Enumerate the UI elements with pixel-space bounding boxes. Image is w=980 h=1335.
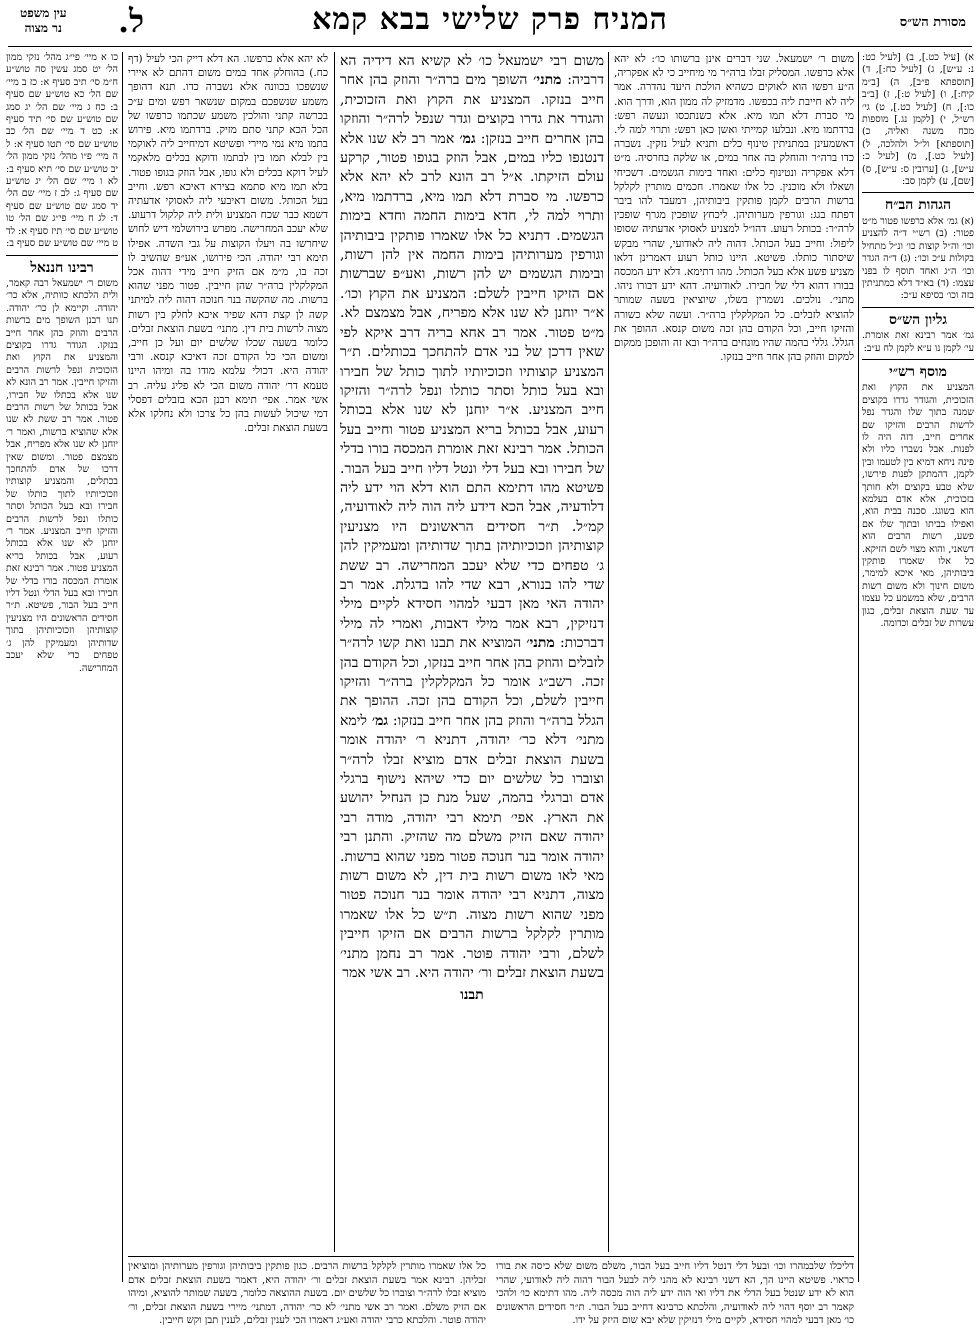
rashi-text: משום ר׳ ישמעאל. שני דברים אינן ברשותו כו׳: לא יהא אלא כרפשו. המסליק זבלו ברה״ר מי מיחייב כי לא אפקריה, ה״ע רפשו הוא לאוקים כשהיא הולכת היעד נהדרה. אמר ליה לא חייבת ליה בכפשו. מדמזיק לה ממון הוא, ודרך הוא. מי סברת דלא תמו מיא. אלא כשנתכסו ונעשה רפש: ברדתמו מיא. ונבלעו קמייתי ואשן כאן רפש: ותרוי למה לי. דאשמעינן במתניתין טינוף כלים ותניא לעיל נזקין. נשברה כדו ברה״ר והוחלק בה אחר במים, או שלקה בחרסיה. מ״ט דלא אפקריה ונטינוף כלים: ואחד בימות הגשמים. דשכיחי ושאלו ולא מוכנין. כל אלו שאמרו. חכמים מותרין לקלקל ברשות הרבים לקמן פותקין ביבותיהן, דמעבד להו ביבר דפתח בגג: וגורפין מערותיהן. ליכחץ שופכין מגרף שופכין לרה״ר: בכותל רעוע. דהו״ל למצניע לאסוקי אדעתיה שסופו ליפול: וחייב בעל הכותל. דהוה ליה לאודועי, שהרי מבקש שיסתור כותלו. פשיטא. היינו כותל רעוע דאמרינן דלאו מצניע פשע אלא בעל הכותל. מהו דתימא. דלא ידע המכסה בבורו דהוא דלי של חבירו. לאודועיה. דהא ידע דבורו ניהו. מתני׳. נולכים. נשמרין בשלו, שיוציאין בשעה שמותר להוציא לזבלים. כל המקלקלין ברה״ר. ועשה שלא כשורה והזיקו חייב, וכל הקודם בהן זכה משום קנסא. ההופך את הגלל. גללי בהמה שהיו מונחים ברה״ר ובא זה והופכן ממקום למקום והוזק בהן אחר חייב בנזקו. <box>614 53 854 364</box>
daf-number: ל. <box>118 2 145 40</box>
tosafot-text: לא יהא אלא כרפשו. הא דלא דייק הכי לעיל (דף כח.) בהוחלק אחד במים משום דהתם לא איירי שנשפכו בכוונה אלא נשברה כדו. תנא דהופך משמע שנשפכם במקום שנשאר רפש ומים ע״כ בכרשה קתני והולכין משמע שכתמו כרפשו של הכל הכא קתני סתם מזיק. ברדתמו מיא. פירוש בתמו מיא נמי מיירי ופשיטא דמיחייב ליה לאוקמי בין לבלא תמו בין לבתמו ודוקא בכלים מלאקמי לעיל דוקא בכלים ולא גופו, אבל הוזק בגופו פטור. בלא תמו מיא סתמא בצירא דאיכא רפש. וחייב בעל הכותל. משום דאיבעי ליה לאסוקי אדעתיה דשמא כבר שכח המצניע ולית ליה קלקול דרעוע. שלא יעכב המחרישה. מפרש בירושלמי דיש לחוש שיחרשו בה ויעלו הקוצות על גבי השדה. אפילו תימא רבי יהודה. הכי פירושו, אע״פ שהשיב לו זכה בו, מ״מ אם הזיק חייב מידי דהוה אכל המקלקלין ברה״ר שהן חייבין. פטור מפני שהוא ברשות. מה שהקשה בנר חנוכה דהוה ליה למיתני קשה לן קצת דהא שפיר איכא לחלק בין רשות מצוה לרשות בית דין. מתני׳ בשעת הוצאת זבלים. כלומר בשעה שכלו שלשים יום ועל כן חייב, ומשום הכי כל הקודם זכה דאיכא קנסא. ורבי יהודה היא. דכולי עלמא מודו בה ומיהו היינו טעמא דר׳ יהודה משום הכי לא פליג עליה. רב אשי אמר. אפי׳ תימא רבנן הכא בזבלים דפסלי דמי שיכול לעשות בהן כל צרכו ולא נחלקו אלא בשעת הוצאת זבלים. <box>128 53 328 435</box>
ein-mishpat-column <box>6 52 118 1282</box>
musaf-rashi-text: המצניע את הקוץ ואת הזכוכית, והגודר גדרו בקוצים שמנה בתוך שלו והגדר נפל לרשות הרבים והזיקו שם אחרים חייב, דזה היה לו לפנות. אבל נשברו כליו ולא פינה ניחא דמיא בין לטעמו ובין לקמן, דהמתקן לפנות פירשו, שלא טבע בקוצים ולא חותך בזכוכית, אלא אדם בעלמא הוא בשוגג. סכנה בבית הוא, ואפילו בביתו ובתוך שלו אם פשע, רשות הרבים הוא דשאני, והוא מצוי לשם הזיקא. כל אלו שאמרו פותקין ביבותיהן, מאי איכא למימר, משום חינוך ולא משום רשות הרבים, שלא במשמע כל עצמו עד שעת הוצאת זבלים, כגון עשרות של זבלים וכדומה. <box>862 382 974 630</box>
masoret-label: מסורת הש״ס <box>899 15 966 30</box>
divider-tosafot <box>334 52 335 1252</box>
gilyon-title: גליון הש״ס <box>888 311 948 328</box>
gemara-text-3: המצניע את הקוץ וכו׳. א״ר יוחנן לא שנו אלא מפריח, אבל מצמצם לא. מ״ט פטור. אמר רב אחא בריה דרב איקא לפי שאין דרכן של בני אדם להתחכך בכותלים. ת״ר המצניע קוצותיו וזכוכיותיו לתוך כותל של חבירו ובא בעל כותל וסתר כותלו ונפל לרה״ר והזיקו חייב המצניע. א״ר יוחנן לא שנו אלא בכותל רעוע, אבל בכותל בריא המצניע פטור וחייב בעל הכותל. אמר רבינא זאת אומרת המכסה בורו בדלי של חבירו ובא בעל דלי ונטל דליו חייב בעל הבור. פשיטא מהו דתימא התם הוא דלא הוי ידע ליה דלודעיה, אבל הכא דידע ליה הוה ליה לאודועיה, קמ״ל. ת״ר חסידים הראשונים היו מצניעין קוצותיהן וזכוכיותיהן בתוך שדותיהן ומעמיקין להן ג׳ טפחים כדי שלא יעכב המחרישה. רב ששת שדי להו בנורא, רבא שדי להו בדגלת. אמר רב יהודה האי מאן דבעי למהוי חסידא לקיים מילי דנזיקין, רבא אמר מילי דאבות, ואמרי לה מילי דברכות: <box>340 285 604 652</box>
masoret-text: א) [עיל כט.], ב) [לעיל כט: נ: ע״ש], ג) [לעיל כח:], ד) [תוספתא פ״ב], ה) [ב״מ קיח:], ו) [לעיל ט:], ז) [ב״ב כו:], ח) [לעיל כט.], ט) גי׳ רש״ל, י) [לקמן נג.] מוספות מכח משנה ואליה, כ) [תוספתא] ול״ל ולהלכה, ל) [לעיל כט.], מ) [לעיל כ: ע״ש], נ) [ערובין ס: ע״ש], ס) [שם], ע) לקמן סב: <box>862 52 974 188</box>
ein-mishpat-text: כו א מיי׳ פי״ג מהל׳ נזקי ממון הל׳ יט סמג עשין סה טוש״ע ח״מ סי׳ תיב סעיף א: כז ב מיי׳ שם הל׳ כא טוש״ע שם סעיף ב: כח ג מיי׳ שם הל׳ יג סמג שם טוש״ע שם סי׳ תיד סעיף א: כט ד מיי׳ שם הל׳ כב טוש״ע שם סי׳ תטו סעיף א: ל ה מיי׳ פ״ו מהל׳ נזקי ממון הל׳ יב טוש״ע שם סי׳ תיא סעיף ב: לא ו מיי׳ שם הל׳ יג טוש״ע שם סעיף ג: לב ז מיי׳ שם הל׳ יד סמג שם טוש״ע שם סעיף ד: לג ח מיי׳ פי״ג שם הל׳ טו טוש״ע שם סי׳ תיז סעיף א: לד ט מיי׳ שם טוש״ע שם סעיף ב: <box>6 52 118 250</box>
divider-left-margin <box>122 52 123 1282</box>
masoret-column <box>862 52 974 1322</box>
hagahot-text: (א) גמ׳ אלא כרפשו פטור מ״ט פטור: (ב) רש״י ד״ה להצניע וכו׳ וה״ל קוצות כו׳ ונ״ל מתחיל בקולות ע״כ וכו׳: (ג) ד״ה הגדר וכו׳ ה״ג ואחד תוסף לו בפני עצמו: (ד) בא״ד דלא כמתניתין בזה וכו׳ בסיפא ע״כ: <box>862 215 974 302</box>
bottom-commentary-right <box>496 1260 854 1330</box>
page-title: המניח פרק שלישי בבא קמא <box>312 2 668 37</box>
gemara-opening: משום רבי ישמעאל כו׳ לא קשיא הא דידיה הא דרביה: <box>340 53 604 89</box>
gemara-marker: גמ׳ <box>459 130 476 147</box>
mishnah-marker-2: מתני׳ <box>526 635 555 652</box>
gemara-catchword: תבנו <box>460 986 484 1003</box>
gemara-text-2: אמר רב לא שנו אלא דנטנפו כליו במים, אבל הוזק בגופו פטור, קרקע עולם הזיקתו. א״ל רב הונא לרב לא יהא אלא כרפשו. מי סברת דלא תמו מיא, ברדתמו מיא, ותרוי למה לי, חדא בימות החמה וחדא בימות הגשמים. דתניא כל אלו שאמרו פותקין ביבותיהן וגורפין מערותיהן בימות החמה אין להן רשות, ובימות הגשמים יש להן רשות, ואע״פ שברשות אם הזיקו חייבין לשלם: <box>340 130 604 302</box>
gilyon-text: גמ׳ אמר רבינא זאת אומרת. עי׳ לקמן נו ע״א לקמן לח ע״ב: <box>862 330 974 354</box>
mishnah-marker: מתני׳ <box>533 72 562 89</box>
bottom-commentary-right-text: דליכלו שלבמהרו וכו׳ ובעל דלי דנטל דליו חייב בעל הבור, משלם משום שלא כיסה את בורו כראוי. פשיטא היינו הך, הא דשני רבינא לא מהני ליה לבעל הבור דהוה ליה לאודועי, שהרי הוא לא ידע שנטל בעל הדלי את דליו ואי הוה ידע ליה הוה מכסה ליה. מהו דתימא כו׳ ולהכי קאמר רב יוסף דהוי ליה לאודועיה, והלכתא כרבינא דחייב בעל הבור. ת״ר חסידים הראשונים כו׳ מאן דבעי למהוי חסידא, לקיים מילי דנזיקין שלא יבא שום היזק על ידו. <box>496 1261 854 1327</box>
divider-right-margin <box>858 52 859 1282</box>
page-header <box>0 0 980 46</box>
rabbeinu-chananel-title: רבינו חננאל <box>30 259 94 276</box>
header-rule <box>8 46 972 47</box>
ein-mishpat-label <box>20 6 67 36</box>
ein-mishpat-label-line1: עין משפט <box>20 6 67 20</box>
tosafot-column <box>128 52 328 1252</box>
gemara-text-5: לימא מתני׳ דלא כר׳ יהודה, דתניא ר׳ יהודה אומר בשעת הוצאת זבלים אדם מוציא זבלו לרה״ר וצוברו כל שלשים יום כדי שיהא נישוף ברגלי אדם וברגלי בהמה, שעל מנת כן הנחיל יהושע את הארץ. אפי׳ תימא רבי יהודה, מודה רבי יהודה שאם הזיק משלם מה שהזיק. והתנן רבי יהודה אומר בנר חנוכה פטור מפני שהוא ברשות. מאי לאו משום רשות בית דין, לא משום רשות מצוה, דתניא רבי יהודה אומר בנר חנוכה פטור מפני שהוא רשות מצוה. ת״ש כל אלו שאמרו מותרין לקלקל ברשות הרבים אם הזיקו חייבין לשלם, ורבי יהודה פוטר. אמר רב נחמן מתני׳ בשעת הוצאת זבלים ור׳ יהודה היא. רב אשי אמר <box>340 712 604 982</box>
rabbeinu-chananel-text: משום ר׳ ישמעאל רבה קאמר, ולית הלכתא כוותיה, אלא כר׳ יהודה. וקיימא לן כר׳ יהודה. תנו רבנן השופך מים ברשות הרבים והוזק בהן אחר חייב בנזקו. הגודר גדרו בקוצים והמצניע את הקוץ ואת הזכוכית ונפל לרשות הרבים והזיקו חייבין. אמר רב הונא לא שנו אלא בכתלו של חבירו, אבל בכותל של רשות הרבים פטור. אמר רב ששת לא שנו אלא שהוציא ברשות, ואמר ר׳ יוחנן לא שנו אלא מפריח, אבל מצמצם פטור. ומשום שאין דרכו של אדם להתחכך בכתלים, והמצניע קוצותיו וזכוכיותיו לתוך כותלו של חבירו ובא בעל הכותל וסתר כותלו ונפל לרשות הרבים והזיקו חייב המצניע. אמר ר׳ יוחנן לא שנו אלא בכותל רעוע, אבל בכותל בריא המצניע פטור. אמר רבינא זאת אומרת המכסה בורו בדלי של חבירו ובא בעל הדלי ונטל דליו חייב בעל הבור, פשיטא. ת״ר חסידים הראשונים היו מצניעין קוצותיהן וזכוכיותיהן בתוך שדותיהן ומעמיקין להן ג׳ טפחים כדי שלא יעכב המחרישה. <box>6 277 118 674</box>
divider-rashi <box>608 52 609 1252</box>
mishnah-text-4: המוציא את תבנו ואת קשו לרה״ר לזבלים והוזק בהן אחר חייב בנזקו, וכל הקודם בהן זכה. רשב״ג אומר כל המקלקלין ברה״ר והזיקו חייבין לשלם, וכל הקודם בהן זכה. ההופך את הגלל ברה״ר והוזק בהן אחר חייב בנזקו: <box>340 635 604 729</box>
ein-mishpat-label-line2: נר מצוה <box>24 21 62 35</box>
gemara-marker-2: גמ׳ <box>371 712 388 729</box>
hagahot-title: הגהות הב״ח <box>884 197 952 214</box>
mishnah-text-1: השופך מים ברה״ר והוזק בהן אחר חייב בנזקו. המצניע את הקוץ ואת הזכוכית, והגודר את גדרו בקוצים וגדר שנפל לרה״ר והוזקו בהן אחרים חייב בנזקן: <box>340 72 604 147</box>
gemara-column <box>340 52 604 1252</box>
bottom-commentary-left <box>128 1260 486 1330</box>
bottom-rule <box>128 1256 854 1257</box>
bottom-commentary-left-text: כל אלו שאמרו מותרין לקלקל ברשות הרבים. כגון פותקין ביבותיהן וגורפין מערותיהן ומוציאין זבליהן. רבינא אמר בשעת הוצאת זבלים ור׳ יהודה היא, דאמר בשעת הוצאת זבלים אדם מוציא זבלו לרה״ר וצוברו כל שלשים יום. בשעת ההוצאה כלומר, בשעה שמותר להוציא, ומיהו אם הזיק משלם. ואמר רב אשי מתני׳ לא כר׳ יהודה, דמתני׳ מיירי בשעת הוצאת זבלים, ור׳ יהודה פוטר. והלכתא כרבי יהודה ואע״ג דאמרו הכי לענין זבלים, לענין תבן וקש חייבין. <box>128 1261 486 1327</box>
rashi-column <box>614 52 854 1252</box>
musaf-rashi-title: מוסף רש״י <box>889 363 947 380</box>
